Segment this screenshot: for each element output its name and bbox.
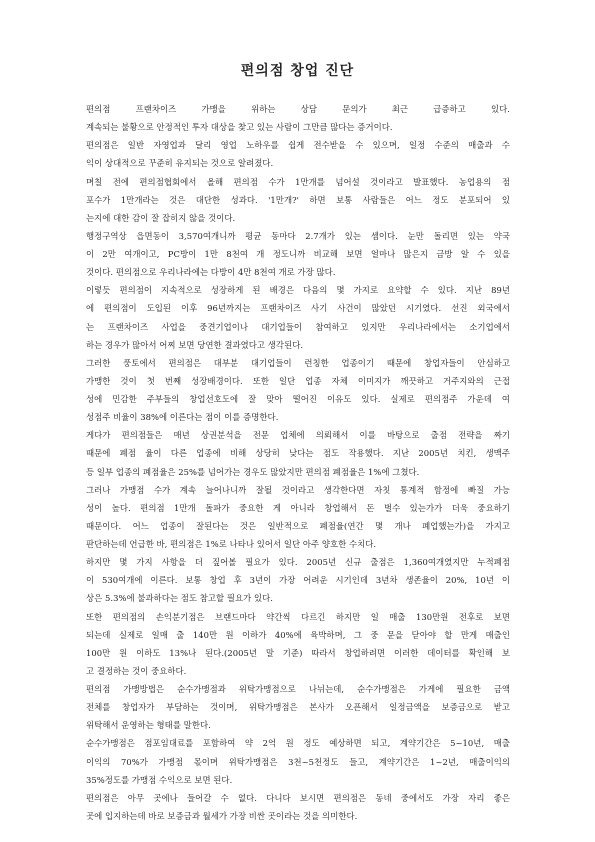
body-line: 편의점은 일반 자영업과 달리 영업 노하우를 쉽게 전수받을 수 있으며, 일정 수준의 매출과 수 [86, 140, 510, 151]
body-line: 며칠 전에 편의점협회에서 올해 편의점 수가 1만개를 넘어설 것이라고 발표했다. 농업용의 점 [86, 176, 510, 187]
body-line: 전체를 창업자가 부담하는 것이며, 위탁가맹점은 본사가 오픈해서 일정금액을 보증금으로 받고 [86, 702, 510, 713]
body-line: 에 편의점이 도입된 이후 96년까지는 프랜차이즈 사기 사건이 많았던 시기였다. 선진 외국에서 [86, 303, 510, 314]
body-line: 계속되는 불황으로 안정적인 투자 대상을 찾고 있는 사람이 그만큼 많다는 증거이다. [86, 122, 393, 133]
body-line: 하지만 몇 가지 사항을 더 짚어볼 필요가 있다. 2005년 신규 출점은 1,360여개였지만 누적폐점 [86, 557, 510, 568]
body-line: 이 2만 여개이고, PC방이 1만 8천여 개 정도니까 비교해 보면 얼마나 많은지 금방 알 수 있을 [86, 249, 510, 259]
body-line: 포수가 1만개라는 것은 대단한 성과다. '1만개?' 하면 보통 사람들은 어느 정도 분포되어 있 [86, 194, 510, 205]
body-line: 것이다. 편의점으로 우리나라에는 다방이 4만 8천여 개로 가장 많다. [86, 267, 336, 278]
body-line: 행정구역상 읍면동이 3,570여개니까 평균 동마다 2.7개가 있는 셈이다. 눈만 돌리면 있는 약국 [86, 230, 510, 241]
body-line: 이렇듯 편의점이 지속적으로 성장하게 된 배경은 다음의 몇 가지로 요약할 수 있다. 지난 89년 [86, 285, 510, 296]
body-line: 또한 편의점의 손익분기점은 브랜드마다 약간씩 다르긴 하지만 일 매출 130만원 전후로 보면 [86, 611, 510, 622]
body-line: 가맹한 것이 첫 번째 성장배경이다. 또한 일단 업종 자체 이미지가 깨끗하고 거주지와의 근접 [86, 375, 510, 386]
body-line: 곳에 입지하는데 바로 보증금과 월세가 가장 비싼 곳이라는 것을 의미한다. [86, 810, 358, 821]
body-line: 하는 경우가 많아서 어찌 보면 당연한 결과였다고 생각된다. [86, 339, 304, 350]
body-line: 판단하는데 언급한 바, 편의점은 1%로 나타나 있어서 일단 아주 양호한 수치다. [86, 539, 377, 549]
body-line: 편의점 가맹방법은 순수가맹점과 위탁가맹점으로 나뉘는데, 순수가맹점은 가게에 필요한 금액 [86, 684, 510, 694]
body-line: 는 프랜차이즈 사업을 중견기업이나 대기업들이 참여하고 있지만 우리나라에서는 소기업에서 [86, 321, 510, 332]
body-line: 익이 상대적으로 꾸준히 유지되는 것으로 알려졌다. [86, 158, 274, 169]
body-line: 그러한 풍토에서 편의점은 대부분 대기업들이 런칭한 업종이기 때문에 창업자들이 안심하고 [86, 357, 510, 368]
body-line: 편의점은 아무 곳에나 들어갈 수 없다. 다니다 보시면 편의점은 동네 중에서도 가장 자리 좋은 [86, 792, 510, 803]
body-line: 성점주 비율이 38%에 이른다는 점이 이를 증명한다. [86, 412, 279, 423]
document-title: 편의점 창업 진단 [240, 63, 355, 79]
body-line: 는지에 대한 감이 잘 잡히지 않을 것이다. [86, 212, 236, 223]
body-line: 게다가 편의점들은 매년 상권분석을 전문 업체에 의뢰해서 이를 바탕으로 출점 전략을 짜기 [86, 430, 510, 441]
body-line: 위탁해서 운영하는 형태를 말한다. [86, 720, 211, 731]
body-line: 이 530여개에 이른다. 보통 창업 후 3년이 가장 어려운 시기인데 3년차 생존율이 20%, 10년 이 [86, 575, 510, 586]
body-line: 고 결정하는 것이 중요하다. [86, 665, 187, 676]
body-line: 때문에 폐점 율이 다른 업종에 비해 상당히 낮다는 점도 작용했다. 지난 2005년 치킨, 생맥주 [86, 448, 510, 459]
body-line: 편의점 프랜차이즈 가맹을 위하는 상담 문의가 최근 급증하고 있다. [86, 104, 510, 114]
body-line: 상은 5.3%에 불과하다는 점도 참고할 필요가 있다. [86, 593, 273, 604]
body-line: 35%정도를 가맹점 수익으로 보면 된다. [86, 774, 233, 785]
body-line: 성에 민감한 주부들의 창업선호도에 잘 맞아 떨어진 이유도 있다. 실제로 편의점주 가운데 여 [86, 394, 510, 404]
body-line: 순수가맹점은 점포임대료를 포함하여 약 2억 원 정도 예상하면 되고, 계약기간은 5~10년, 매출 [86, 738, 510, 749]
body-line: 이익의 70%가 가맹점 몫이며 위탁가맹점은 3천~5천정도 들고, 계약기간은 1~2년, 매출이익의 [86, 756, 510, 767]
body-line: 100만 원 이하도 13%나 된다.(2005년 말 기준) 따라서 창업하려면 이러한 데이터를 확인해 보 [86, 647, 510, 658]
body-line: 성이 높다. 편의점 1만개 돌파가 중요한 게 아니라 창업해서 돈 벌수 있는가가 더욱 중요하기 [86, 502, 510, 513]
document-body [86, 100, 510, 825]
body-line: 되는데 실제로 일매 출 140만 원 이하가 40%에 육박하며, 그 중 문을 닫아야 할 만게 매출인 [86, 629, 510, 640]
body-line: 그러나 가맹점 수가 계속 늘어나니까 잘될 것이라고 생각한다면 자칫 통계적 함정에 빠질 가능 [86, 484, 510, 495]
body-line: 때문이다. 어느 업종이 잘된다는 것은 일반적으로 폐점율(연간 몇 개나 폐업했는가)을 가지고 [86, 520, 510, 531]
body-line: 등 일부 업종의 폐점율은 25%를 넘어가는 경우도 많았지만 편의점 폐점율은 1%에 그쳤다. [86, 466, 420, 477]
